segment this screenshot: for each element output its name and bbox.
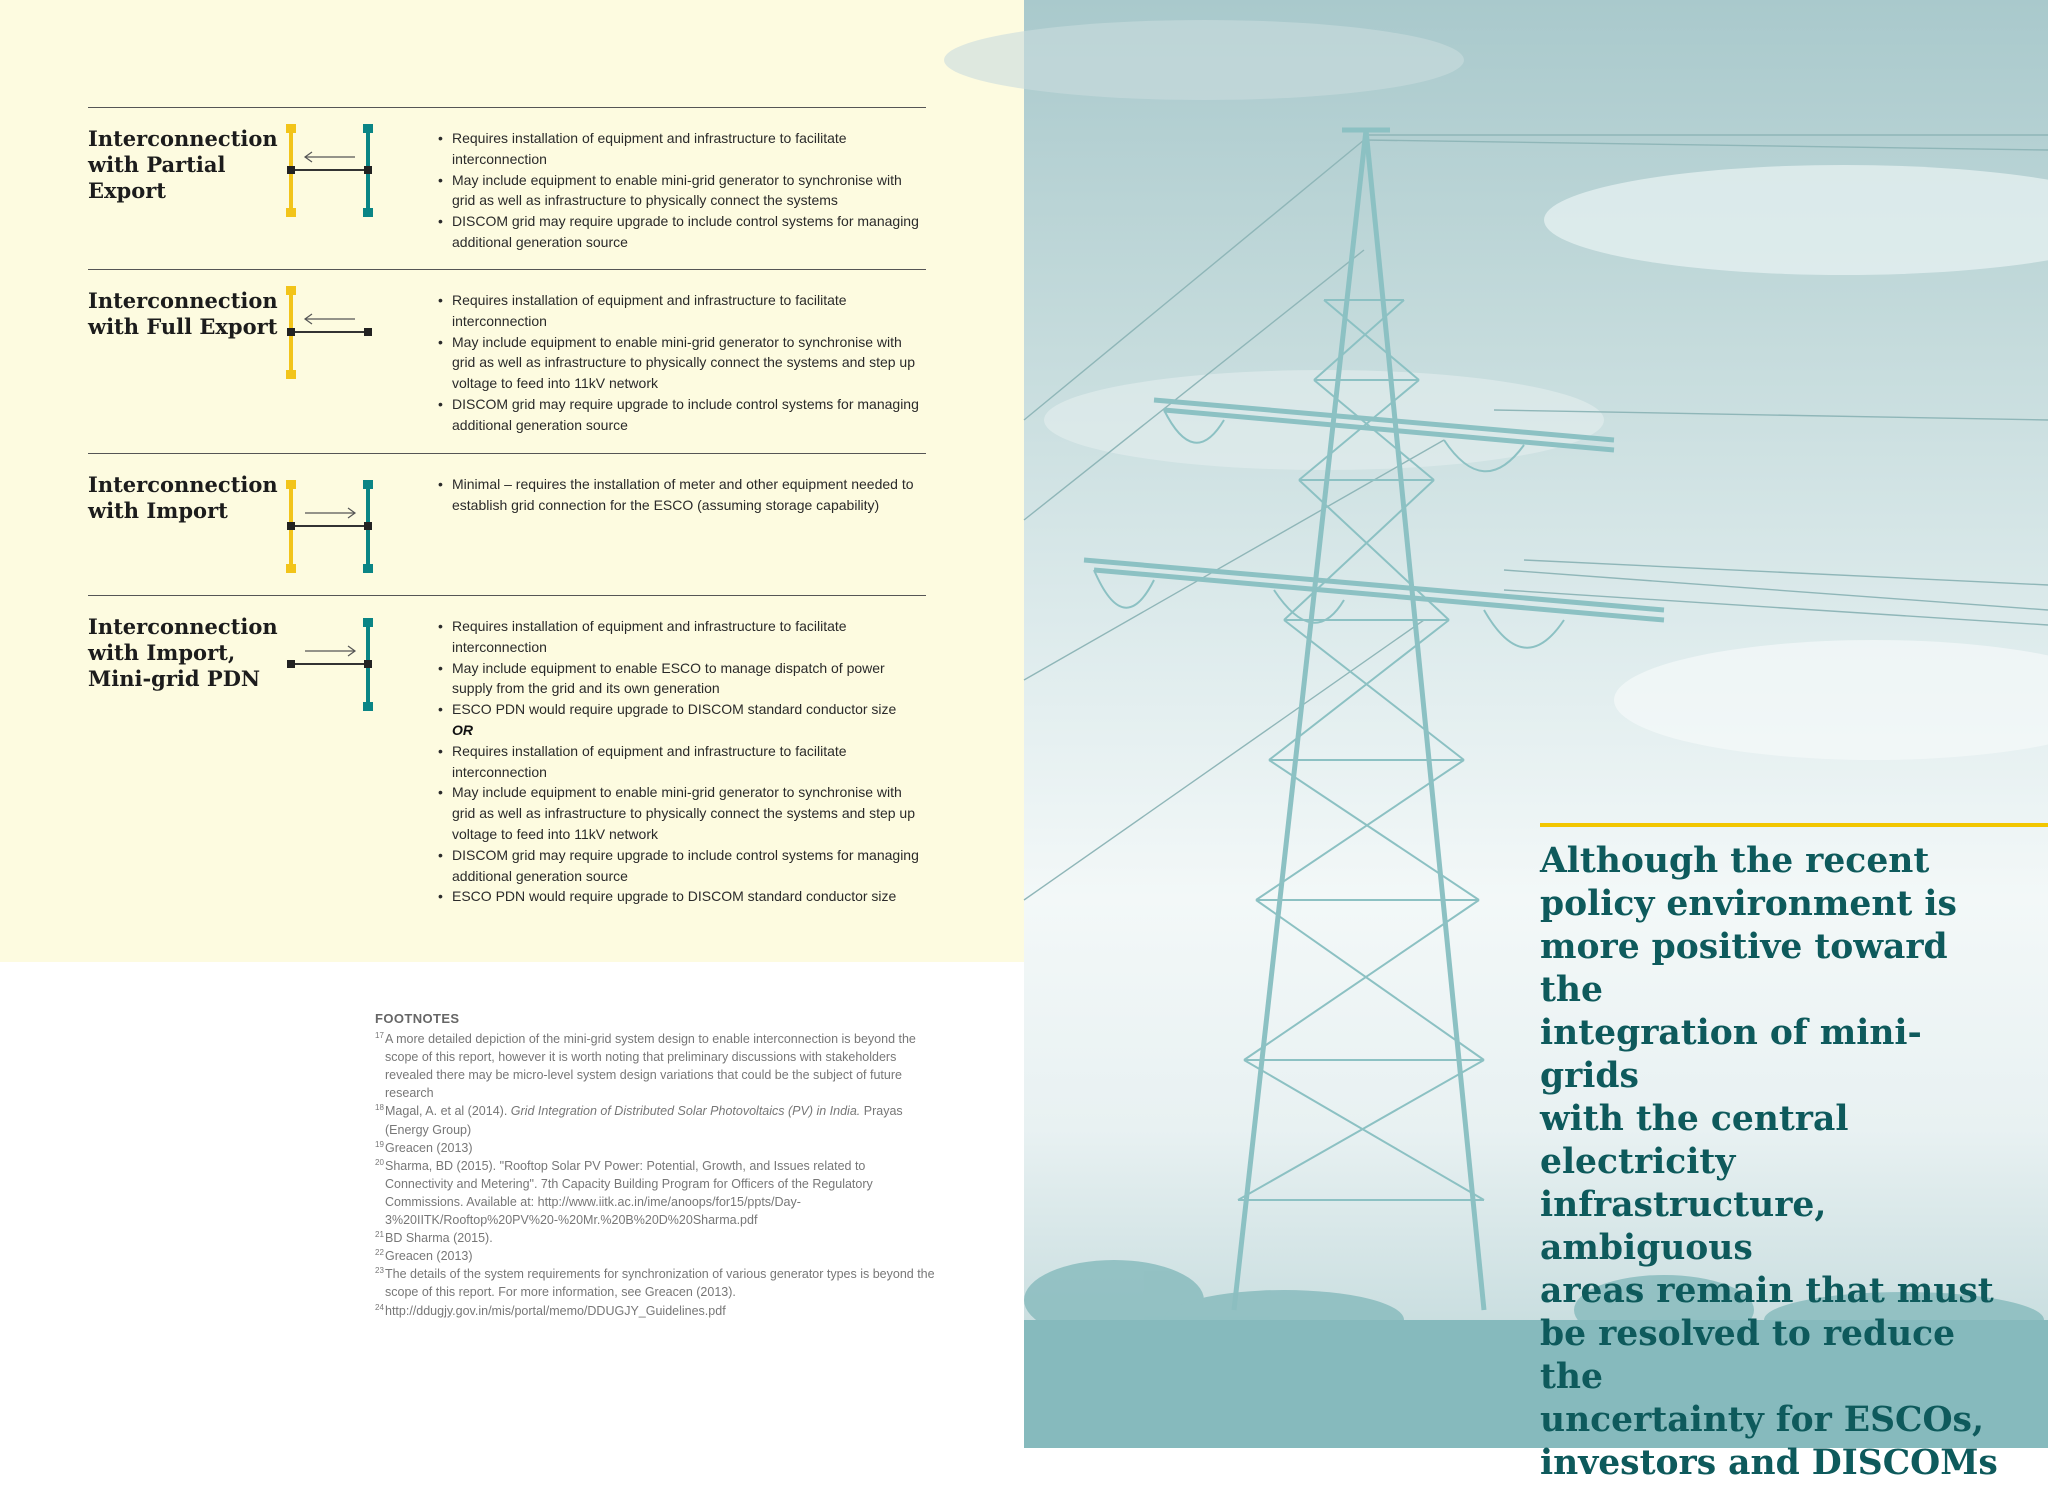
footnote-link[interactable]: 24 http://ddugjy.gov.in/mis/portal/memo/DDUGJY_Guidelines.pdf: [375, 1302, 726, 1318]
row-title: Interconnection with Full Export: [88, 288, 278, 339]
import-mini-grid-pdn-diagram-icon: [291, 622, 391, 722]
table-row-import: [88, 453, 926, 596]
import-diagram-icon: [291, 484, 391, 584]
quote-accent-rule: [1540, 823, 2048, 827]
footnotes-heading: FOOTNOTES: [375, 1011, 460, 1026]
footnote: 19 Greacen (2013): [375, 1139, 473, 1155]
bullet-list: [438, 128, 928, 253]
bullet-list: [438, 290, 928, 436]
list-item: • May include equipment to enable mini-grid generator to synchronise with grid as well as infrastructure to physically connect the systems: [438, 170, 928, 212]
full-export-diagram-icon: [291, 290, 391, 390]
list-item: • May include equipment to enable mini-grid generator to synchronise with grid as well as infrastructure to physically connect the systems and step up voltage to feed into 11kV network: [438, 332, 928, 394]
list-item: • DISCOM grid may require upgrade to include control systems for managing additional generation source: [438, 211, 928, 253]
list-item: • Requires installation of equipment and infrastructure to facilitate interconnection: [438, 290, 928, 332]
list-item: • DISCOM grid may require upgrade to include control systems for managing additional generation source: [438, 394, 928, 436]
row-title: Interconnection with Import: [88, 472, 278, 523]
left-page: [0, 0, 1024, 1448]
bullet-list: [438, 616, 928, 907]
list-item: • Minimal – requires the installation of meter and other equipment needed to establish grid connection for the ESCO (assuming storage capability): [438, 474, 928, 516]
row-title: Interconnection with Partial Export: [88, 126, 278, 203]
list-item: • DISCOM grid may require upgrade to include control systems for managing additional generation source: [438, 845, 928, 887]
table-row-partial-export: [88, 107, 926, 270]
footnote: 22 Greacen (2013): [375, 1248, 473, 1264]
or-separator: OR: [452, 721, 473, 738]
partial-export-diagram-icon: [291, 128, 391, 228]
list-item: • Requires installation of equipment and infrastructure to facilitate interconnection: [438, 128, 928, 170]
footnote: 21 BD Sharma (2015).: [375, 1230, 493, 1246]
footnote: 20 Sharma, BD (2015). "Rooftop Solar PV Power: Potential, Growth, and Issues related to Connectivity and Metering". 7th Capacity Building Program for Officers of the Regulatory Commissions. Available at: http://www.iitk.ac.in/ime/anoops/for15/ppts/Day-3%20IITK/Rooftop%20PV%20-%20Mr.%20B%20D%20Sharma.pdf: [375, 1157, 873, 1228]
footnote: 23 The details of the system requirements for synchronization of various generator types is beyond the scope of this report. For more information, see Greacen (2013).: [375, 1266, 935, 1300]
list-item: • May include equipment to enable mini-grid generator to synchronise with grid as well as infrastructure to physically connect the systems and step up voltage to feed into 11kV network: [438, 782, 928, 844]
list-item: • May include equipment to enable ESCO to manage dispatch of power supply from the grid and its own generation: [438, 658, 928, 700]
bullet-list: [438, 474, 928, 516]
row-title: Interconnection with Import, Mini-grid PDN: [88, 614, 278, 691]
list-item: • Requires installation of equipment and infrastructure to facilitate interconnection: [438, 741, 928, 783]
right-page: [1024, 0, 2048, 1483]
table-row-import-mini-grid-pdn: [88, 595, 926, 916]
pull-quote: Although the recent policy environment is more positive toward the integration of mini-grids with the central electricity infrastructure, ambiguous areas remain that must be resolved to reduce the uncertainty for ESCOs, investors and DISCOMs: [1540, 841, 1998, 1483]
table-row-full-export: [88, 269, 926, 454]
footnotes: [375, 1010, 935, 1320]
list-item: • ESCO PDN would require upgrade to DISCOM standard conductor size: [438, 886, 928, 907]
list-item: • ESCO PDN would require upgrade to DISCOM standard conductor size: [438, 699, 928, 720]
footnote: 18 Magal, A. et al (2014). Grid Integration of Distributed Solar Photovoltaics (PV) in India. Prayas (Energy Group): [375, 1103, 903, 1137]
footnote: 17 A more detailed depiction of the mini-grid system design to enable interconnection is beyond the scope of this report, however it is worth noting that preliminary discussions with stakeholders revealed there may be micro-level system design variations that could be the subject of future research: [375, 1031, 916, 1101]
list-item: • Requires installation of equipment and infrastructure to facilitate interconnection: [438, 616, 928, 658]
